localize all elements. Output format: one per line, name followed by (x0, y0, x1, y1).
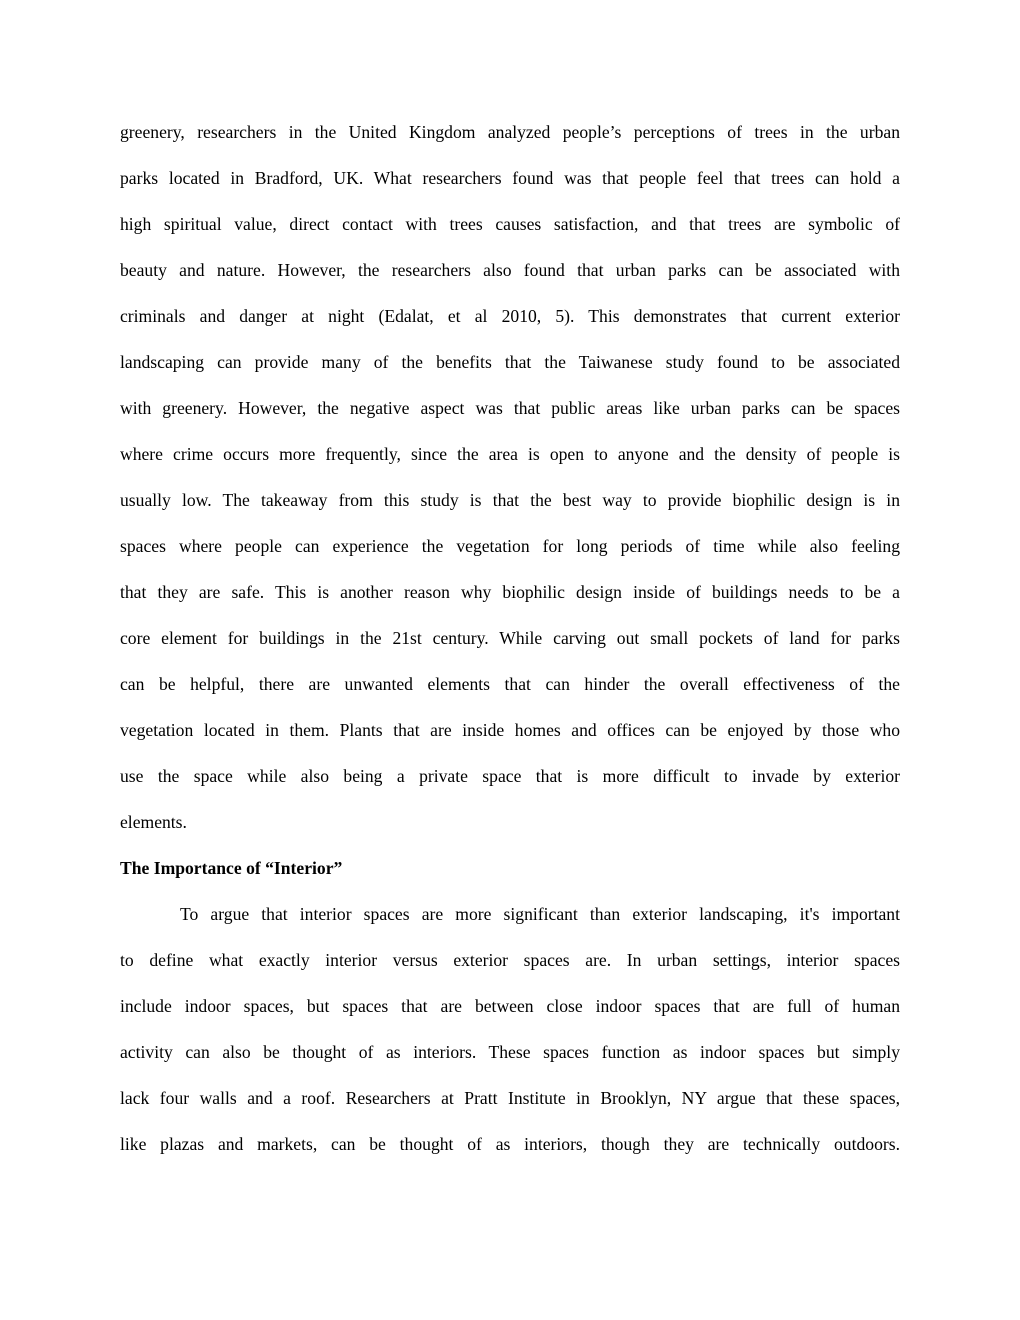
text-line: lack four walls and a roof. Researchers at Pratt Institute in Brooklyn, NY argue that these spaces, (120, 1088, 900, 1108)
document-page (120, 114, 900, 1172)
text-line: beauty and nature. However, the researchers also found that urban parks can be associated with (120, 260, 900, 280)
text-line: usually low. The takeaway from this study is that the best way to provide biophilic design is in (120, 490, 900, 510)
text-line: spaces where people can experience the vegetation for long periods of time while also feeling (120, 536, 900, 556)
paragraph-trees-perception (120, 114, 900, 850)
text-line: activity can also be thought of as interiors. These spaces function as indoor spaces but simply (120, 1042, 900, 1062)
text-line: can be helpful, there are unwanted elements that can hinder the overall effectiveness of the (120, 674, 900, 694)
text-line: like plazas and markets, can be thought of as interiors, though they are technically outdoors. (120, 1134, 900, 1154)
section-heading: The Importance of “Interior” (120, 858, 343, 878)
text-line: where crime occurs more frequently, since the area is open to anyone and the density of people is (120, 444, 900, 464)
text-line: include indoor spaces, but spaces that are between close indoor spaces that are full of human (120, 996, 900, 1016)
text-line: parks located in Bradford, UK. What researchers found was that people feel that trees can hold a (120, 168, 900, 188)
text-line: landscaping can provide many of the benefits that the Taiwanese study found to be associated (120, 352, 900, 372)
text-line: core element for buildings in the 21st century. While carving out small pockets of land for parks (120, 628, 900, 648)
paragraph-interior-definition (120, 896, 900, 1172)
text-line: with greenery. However, the negative aspect was that public areas like urban parks can be spaces (120, 398, 900, 418)
text-line: To argue that interior spaces are more significant than exterior landscaping, it's important (180, 904, 900, 924)
text-line: to define what exactly interior versus exterior spaces are. In urban settings, interior spaces (120, 950, 900, 970)
text-line: that they are safe. This is another reason why biophilic design inside of buildings needs to be a (120, 582, 900, 602)
text-line: high spiritual value, direct contact with trees causes satisfaction, and that trees are symbolic of (120, 214, 900, 234)
text-line: greenery, researchers in the United Kingdom analyzed people’s perceptions of trees in the urban (120, 122, 900, 142)
text-line: elements. (120, 812, 187, 832)
text-line: criminals and danger at night (Edalat, et al 2010, 5). This demonstrates that current exterior (120, 306, 900, 326)
text-line: use the space while also being a private space that is more difficult to invade by exterior (120, 766, 900, 786)
text-line: vegetation located in them. Plants that are inside homes and offices can be enjoyed by those who (120, 720, 900, 740)
